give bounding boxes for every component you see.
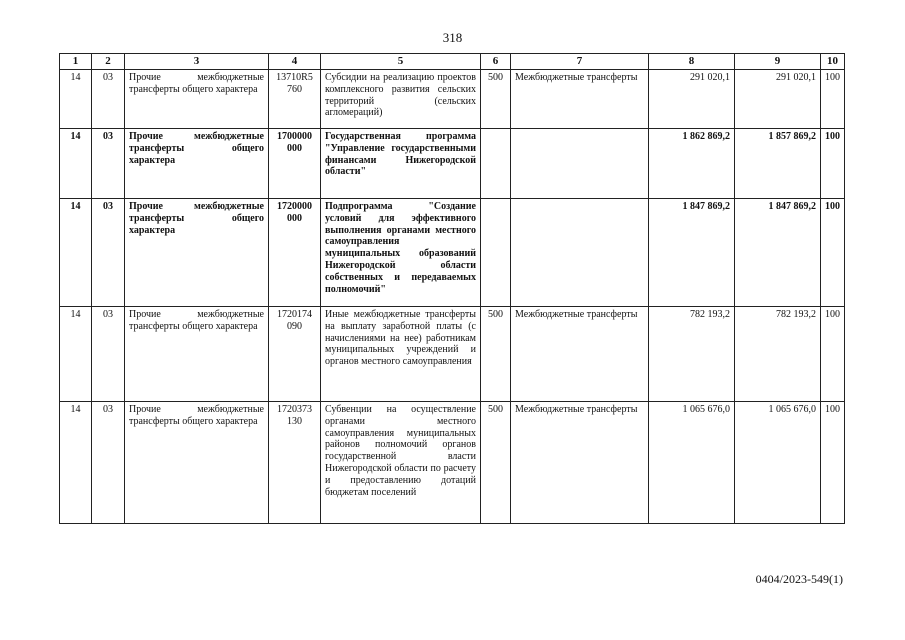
target-code-part: 000 xyxy=(287,142,302,154)
subsection-cell: 03 xyxy=(92,401,125,523)
subsection-cell: 03 xyxy=(92,69,125,128)
table-row xyxy=(60,306,845,401)
header-cell: 1 xyxy=(60,54,92,70)
item-name-cell: Государственная программа "Управление государственными финансами Нижегородской области" xyxy=(321,128,481,198)
target-code-cell xyxy=(269,198,321,306)
header-cell: 3 xyxy=(125,54,269,70)
target-code-part: 760 xyxy=(287,83,302,95)
percent-cell: 100 xyxy=(821,401,845,523)
section-cell: 14 xyxy=(60,401,92,523)
amount-cell: 1 065 676,0 xyxy=(649,401,735,523)
document-code: 0404/2023-549(1) xyxy=(755,572,843,586)
expense-type-cell: 500 xyxy=(481,306,511,401)
section-name-cell: Прочие межбюджетные трансферты общего характера xyxy=(125,69,269,128)
header-cell: 8 xyxy=(649,54,735,70)
page-number: 318 xyxy=(442,30,463,45)
amount-cell: 1 862 869,2 xyxy=(649,128,735,198)
amount-cell: 291 020,1 xyxy=(735,69,821,128)
expense-type-cell xyxy=(481,198,511,306)
header-cell: 10 xyxy=(821,54,845,70)
item-name-cell: Подпрограмма "Создание условий для эффективного выполнения органами местного самоуправления муниципальных образований Нижегородской области собственных и передаваемых полномочий" xyxy=(321,198,481,306)
subsection-cell: 03 xyxy=(92,198,125,306)
target-code-part: 1720373 xyxy=(277,403,312,415)
section-name-cell: Прочие межбюджетные трансферты общего характера xyxy=(125,198,269,306)
expense-type-name-cell xyxy=(511,128,649,198)
table-row xyxy=(60,128,845,198)
expense-type-cell xyxy=(481,128,511,198)
target-code-cell xyxy=(269,128,321,198)
expense-type-name-cell xyxy=(511,198,649,306)
item-name-cell: Субсидии на реализацию проектов комплексного развития сельских территорий (сельских агломераций) xyxy=(321,69,481,128)
amount-cell: 291 020,1 xyxy=(649,69,735,128)
amount-cell: 782 193,2 xyxy=(735,306,821,401)
percent-cell: 100 xyxy=(821,306,845,401)
header-cell: 7 xyxy=(511,54,649,70)
target-code-part: 000 xyxy=(287,212,302,224)
header-row xyxy=(60,54,845,70)
target-code-cell xyxy=(269,306,321,401)
percent-cell: 100 xyxy=(821,69,845,128)
table-row xyxy=(60,198,845,306)
item-name-cell: Иные межбюджетные трансферты на выплату заработной платы (с начислениями на нее) работникам муниципальных учреждений и органов местного самоуправления xyxy=(321,306,481,401)
target-code-part: 1720000 xyxy=(277,200,312,212)
amount-cell: 1 857 869,2 xyxy=(735,128,821,198)
percent-cell: 100 xyxy=(821,128,845,198)
target-code-part: 1700000 xyxy=(277,130,312,142)
amount-cell: 1 847 869,2 xyxy=(735,198,821,306)
target-code-part: 13710R5 xyxy=(276,71,313,83)
section-cell: 14 xyxy=(60,128,92,198)
section-cell: 14 xyxy=(60,69,92,128)
table-row xyxy=(60,69,845,128)
expense-type-name-cell: Межбюджетные трансферты xyxy=(511,401,649,523)
header-cell: 5 xyxy=(321,54,481,70)
target-code-cell xyxy=(269,69,321,128)
percent-cell: 100 xyxy=(821,198,845,306)
section-cell: 14 xyxy=(60,306,92,401)
subsection-cell: 03 xyxy=(92,128,125,198)
header-cell: 4 xyxy=(269,54,321,70)
target-code-part: 1720174 xyxy=(277,308,312,320)
target-code-cell xyxy=(269,401,321,523)
target-code-part: 130 xyxy=(287,415,302,427)
expense-type-cell: 500 xyxy=(481,69,511,128)
budget-table xyxy=(59,53,845,524)
expense-type-name-cell: Межбюджетные трансферты xyxy=(511,306,649,401)
target-code-part: 090 xyxy=(287,320,302,332)
amount-cell: 1 847 869,2 xyxy=(649,198,735,306)
section-name-cell: Прочие межбюджетные трансферты общего характера xyxy=(125,401,269,523)
amount-cell: 1 065 676,0 xyxy=(735,401,821,523)
header-cell: 6 xyxy=(481,54,511,70)
table-row xyxy=(60,401,845,523)
header-cell: 9 xyxy=(735,54,821,70)
item-name-cell: Субвенции на осуществление органами местного самоуправления муниципальных районов полномочий органов государственной власти Нижегородской области по расчету и предоставлению дотаций бюджетам поселений xyxy=(321,401,481,523)
section-cell: 14 xyxy=(60,198,92,306)
subsection-cell: 03 xyxy=(92,306,125,401)
amount-cell: 782 193,2 xyxy=(649,306,735,401)
section-name-cell: Прочие межбюджетные трансферты общего характера xyxy=(125,128,269,198)
section-name-cell: Прочие межбюджетные трансферты общего характера xyxy=(125,306,269,401)
expense-type-name-cell: Межбюджетные трансферты xyxy=(511,69,649,128)
header-cell: 2 xyxy=(92,54,125,70)
expense-type-cell: 500 xyxy=(481,401,511,523)
